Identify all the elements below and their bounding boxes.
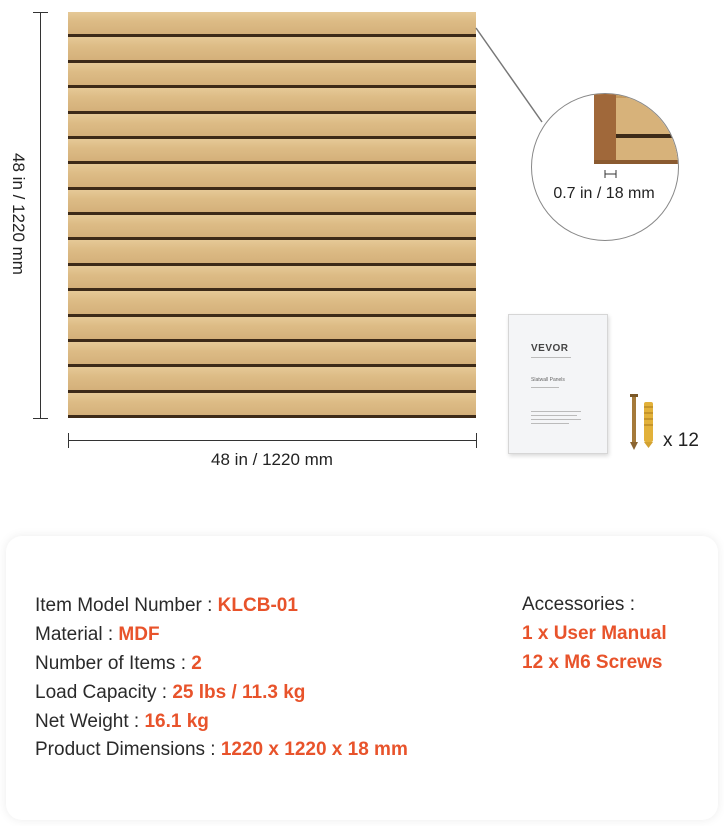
spec-value: 1220 x 1220 x 18 mm <box>220 739 408 760</box>
width-dimension-label: 48 in / 1220 mm <box>211 450 333 469</box>
spec-value: 16.1 kg <box>144 711 209 732</box>
thickness-detail-circle <box>531 93 679 241</box>
screw-and-anchor-icon <box>628 392 658 450</box>
spec-row-load-capacity <box>35 681 305 705</box>
accessory-item-manual: 1 x User Manual <box>522 623 667 644</box>
manual-text-line <box>531 415 577 416</box>
slat-profile-icon <box>532 94 678 240</box>
spec-label: Item Model Number : <box>35 595 218 616</box>
spec-value: 2 <box>191 653 202 674</box>
spec-row-number-of-items <box>35 652 202 676</box>
spec-row-model <box>35 594 298 618</box>
height-dimension-label: 48 in / 1220 mm <box>9 153 28 275</box>
spec-value: KLCB-01 <box>217 595 298 616</box>
manual-text-line <box>531 411 581 412</box>
spec-label: Material : <box>35 624 119 645</box>
thickness-dimension-label: 0.7 in / 18 mm <box>553 185 655 202</box>
accessory-item-screws: 12 x M6 Screws <box>522 652 663 673</box>
manual-text-line <box>531 387 559 388</box>
spec-label: Net Weight : <box>35 711 145 732</box>
spec-value: MDF <box>118 624 160 645</box>
spec-label: Load Capacity : <box>35 682 173 703</box>
user-manual-image <box>508 314 608 454</box>
manual-title: Slatwall Panels <box>531 377 565 383</box>
accessories-title: Accessories : <box>522 594 635 615</box>
spec-row-material <box>35 623 160 647</box>
screw-quantity-label: x 12 <box>663 430 699 451</box>
spec-row-net-weight <box>35 710 209 734</box>
spec-row-dimensions <box>35 738 408 762</box>
spec-value: 25 lbs / 11.3 kg <box>172 682 306 703</box>
specifications-card <box>6 536 718 820</box>
spec-label: Number of Items : <box>35 653 192 674</box>
manual-brand-logo: VEVOR <box>531 343 569 354</box>
spec-label: Product Dimensions : <box>35 739 221 760</box>
manual-text-line <box>531 357 571 358</box>
manual-text-line <box>531 419 581 420</box>
manual-text-line <box>531 423 569 424</box>
